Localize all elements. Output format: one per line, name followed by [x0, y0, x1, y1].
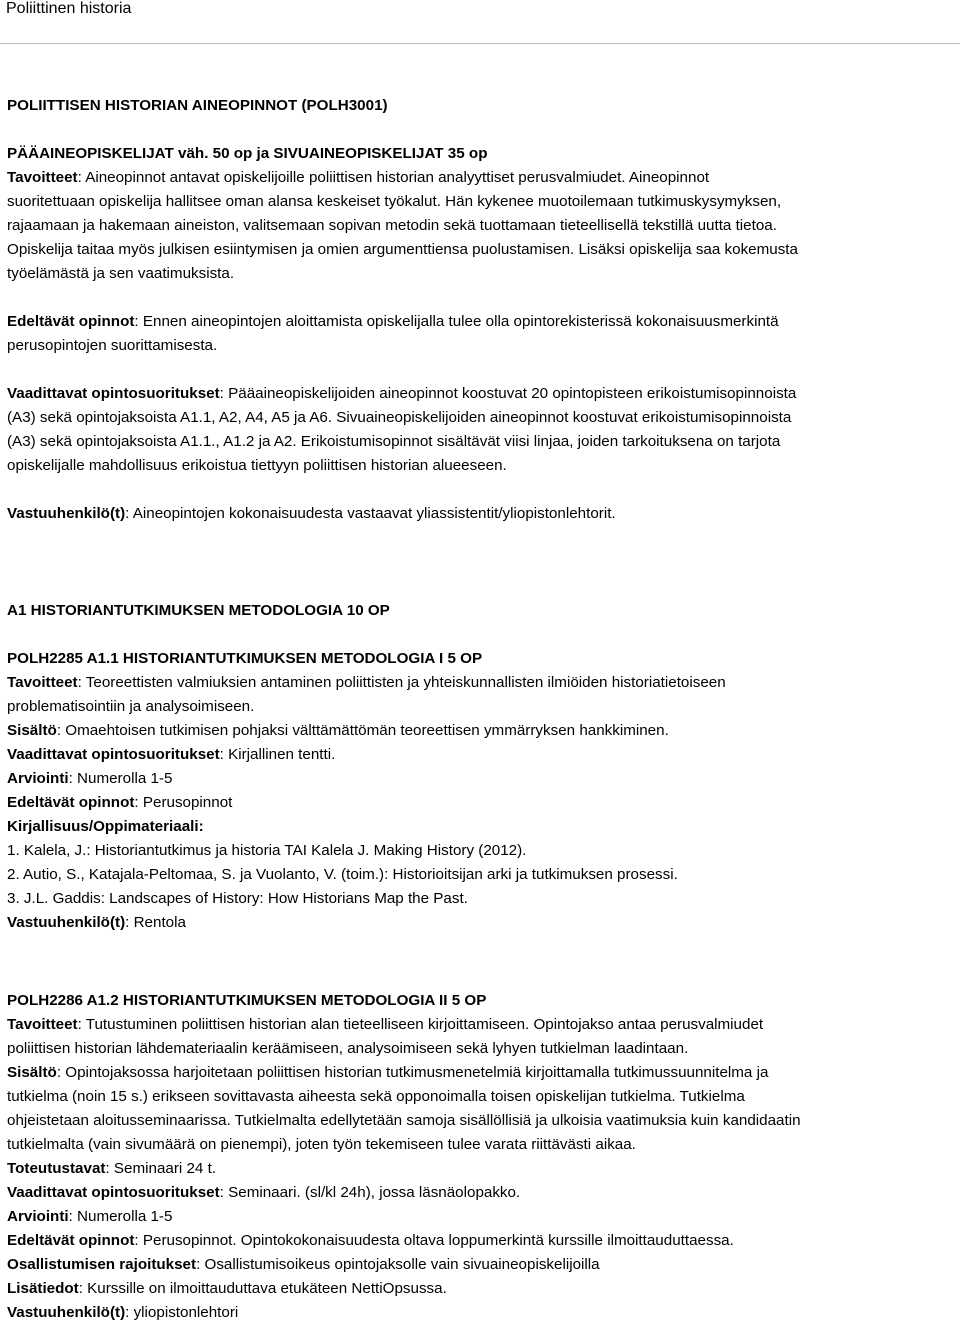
content-line: : Opintojaksossa harjoitetaan poliittisen historian tutkimusmenetelmiä kirjoittamalla tutkimussuunnitelma ja: [56, 1064, 769, 1081]
required-line: opiskelijalle mahdollisuus erikoistua tiettyyn poliittisen historian alueeseen.: [7, 457, 507, 474]
course-a1-2: [7, 989, 953, 1325]
header-divider: [0, 43, 960, 44]
literature-item: 2. Autio, S., Katajala-Peltomaa, S. ja Vuolanto, V. (toim.): Historioitsijan arki ja tutkimuksen prosessi.: [7, 866, 678, 883]
goals-line: : Tutustuminen poliittisen historian alan tieteelliseen kirjoittamiseen. Opintojakso antaa perusvalmiudet: [77, 1016, 764, 1033]
responsible-label: Vastuuhenkilö(t): [7, 505, 126, 522]
goals-label: Tavoitteet: [7, 169, 78, 186]
content-line: ohjeistetaan aloitusseminaarissa. Tutkielmalta edellytetään samoja sisällöllisiä ja ulkoisia vaatimuksia kuin kandidaatin: [7, 1112, 801, 1129]
required-line: (A3) sekä opintojaksoista A1.1, A2, A4, A5 ja A6. Sivuaineopiskelijoiden aineopinnot koostuvat erikoistumisopinnoista: [7, 409, 792, 426]
content-label: Sisältö: [7, 722, 57, 739]
literature-item: 3. J.L. Gaddis: Landscapes of History: How Historians Map the Past.: [7, 890, 468, 907]
running-header: Poliittinen historia: [6, 0, 132, 17]
restrict-label: Osallistumisen rajoitukset: [7, 1256, 197, 1273]
content-text: : Omaehtoisen tutkimisen pohjaksi välttämättömän teoreettisen ymmärryksen hankkiminen.: [56, 722, 669, 739]
grading-text: : Numerolla 1-5: [68, 1208, 173, 1225]
intro-goals: [7, 166, 953, 286]
course-a1-1-title: POLH2285 A1.1 HISTORIANTUTKIMUKSEN METODOLOGIA I 5 OP: [7, 650, 483, 667]
content-line: tutkielma (noin 15 s.) erikseen sovittavasta aiheesta sekä opponoimalla toisen opiskelijan tutkielma. Tutkielma: [7, 1088, 745, 1105]
prereq-label: Edeltävät opinnot: [7, 1232, 135, 1249]
required-line: : Pääaineopiskelijoiden aineopinnot koostuvat 20 opintopisteen erikoistumisopinnoista: [219, 385, 797, 402]
course-title: POLIITTISEN HISTORIAN AINEOPINNOT (POLH3001): [7, 97, 388, 114]
document-body: [7, 94, 953, 1325]
credits-line: PÄÄAINEOPISKELIJAT väh. 50 op ja SIVUAINEOPISKELIJAT 35 op: [7, 145, 488, 162]
goals-line: : Aineopinnot antavat opiskelijoille poliittisen historian analyyttiset perusvalmiudet. Aineopinnot: [77, 169, 710, 186]
required-label: Vaadittavat opintosuoritukset: [7, 385, 220, 402]
method-label: Toteutustavat: [7, 1160, 106, 1177]
info-label: Lisätiedot: [7, 1280, 79, 1297]
goals-line: työelämästä ja sen vaatimuksista.: [7, 265, 235, 282]
goals-line: : Teoreettisten valmiuksien antaminen poliittisten ja yhteiskunnallisten ilmiöiden historiatietoiseen: [77, 674, 726, 691]
restrict-text: : Osallistumisoikeus opintojaksolle vain sivuaineopiskelijoilla: [196, 1256, 600, 1273]
goals-line: poliittisen historian lähdemateriaalin keräämiseen, analysoimiseen sekä lyhyen tutkielman laadintaan.: [7, 1040, 689, 1057]
required-label: Vaadittavat opintosuoritukset: [7, 746, 220, 763]
prereq-line: : Ennen aineopintojen aloittamista opiskelijalla tulee olla opintorekisterissä kokonaisuusmerkintä: [134, 313, 779, 330]
literature-item: 1. Kalela, J.: Historiantutkimus ja historia TAI Kalela J. Making History (2012).: [7, 842, 527, 859]
prereq-text: : Perusopinnot. Opintokokonaisuudesta oltava loppumerkintä kurssille ilmoittauduttaessa.: [134, 1232, 734, 1249]
goals-label: Tavoitteet: [7, 1016, 78, 1033]
content-label: Sisältö: [7, 1064, 57, 1081]
info-text: : Kurssille on ilmoittauduttava etukäteen NettiOpsussa.: [78, 1280, 447, 1297]
content-line: tutkielmalta (vain sivumäärä on pienempi), joten työn tekemiseen tulee varata riittävästi aikaa.: [7, 1136, 636, 1153]
responsible-label: Vastuuhenkilö(t): [7, 1304, 126, 1321]
prereq-label: Edeltävät opinnot: [7, 313, 135, 330]
prereq-line: perusopintojen suorittamisesta.: [7, 337, 218, 354]
course-a1-1: [7, 647, 953, 935]
required-text: : Kirjallinen tentti.: [219, 746, 336, 763]
grading-label: Arviointi: [7, 1208, 69, 1225]
responsible-text: : Rentola: [125, 914, 186, 931]
goals-line: rajaamaan ja hakemaan aineiston, valitsemaan sopivan metodin sekä tuottamaan tieteellisellä tekstillä uutta tietoa.: [7, 217, 777, 234]
intro-required: [7, 382, 953, 478]
intro-responsible: [7, 502, 953, 526]
grading-text: : Numerolla 1-5: [68, 770, 173, 787]
grading-label: Arviointi: [7, 770, 69, 787]
literature-label: Kirjallisuus/Oppimateriaali:: [7, 818, 204, 835]
responsible-text: : yliopistonlehtori: [125, 1304, 239, 1321]
method-text: : Seminaari 24 t.: [105, 1160, 217, 1177]
section-title: A1 HISTORIANTUTKIMUKSEN METODOLOGIA 10 OP: [7, 602, 390, 619]
required-text: : Seminaari. (sl/kl 24h), jossa läsnäolopakko.: [219, 1184, 521, 1201]
goals-line: Opiskelija taitaa myös julkisen esiintymisen ja omien argumenttiensa puolustamisen. Lisäksi opiskelija saa kokemusta: [7, 241, 798, 258]
required-line: (A3) sekä opintojaksoista A1.1., A1.2 ja A2. Erikoistumisopinnot sisältävät viisi linjaa, joiden tarkoituksena on tarjota: [7, 433, 781, 450]
intro-prereq: [7, 310, 953, 358]
goals-label: Tavoitteet: [7, 674, 78, 691]
prereq-label: Edeltävät opinnot: [7, 794, 135, 811]
responsible-label: Vastuuhenkilö(t): [7, 914, 126, 931]
required-label: Vaadittavat opintosuoritukset: [7, 1184, 220, 1201]
responsible-text: : Aineopintojen kokonaisuudesta vastaavat yliassistentit/yliopistonlehtorit.: [125, 505, 616, 522]
goals-line: suoritettuaan opiskelija hallitsee oman alansa keskeiset työkalut. Hän kykenee muotoilemaan tutkimuskysymyksen,: [7, 193, 782, 210]
goals-line: problematisointiin ja analysoimiseen.: [7, 698, 255, 715]
prereq-text: : Perusopinnot: [134, 794, 233, 811]
course-a1-2-title: POLH2286 A1.2 HISTORIANTUTKIMUKSEN METODOLOGIA II 5 OP: [7, 992, 487, 1009]
